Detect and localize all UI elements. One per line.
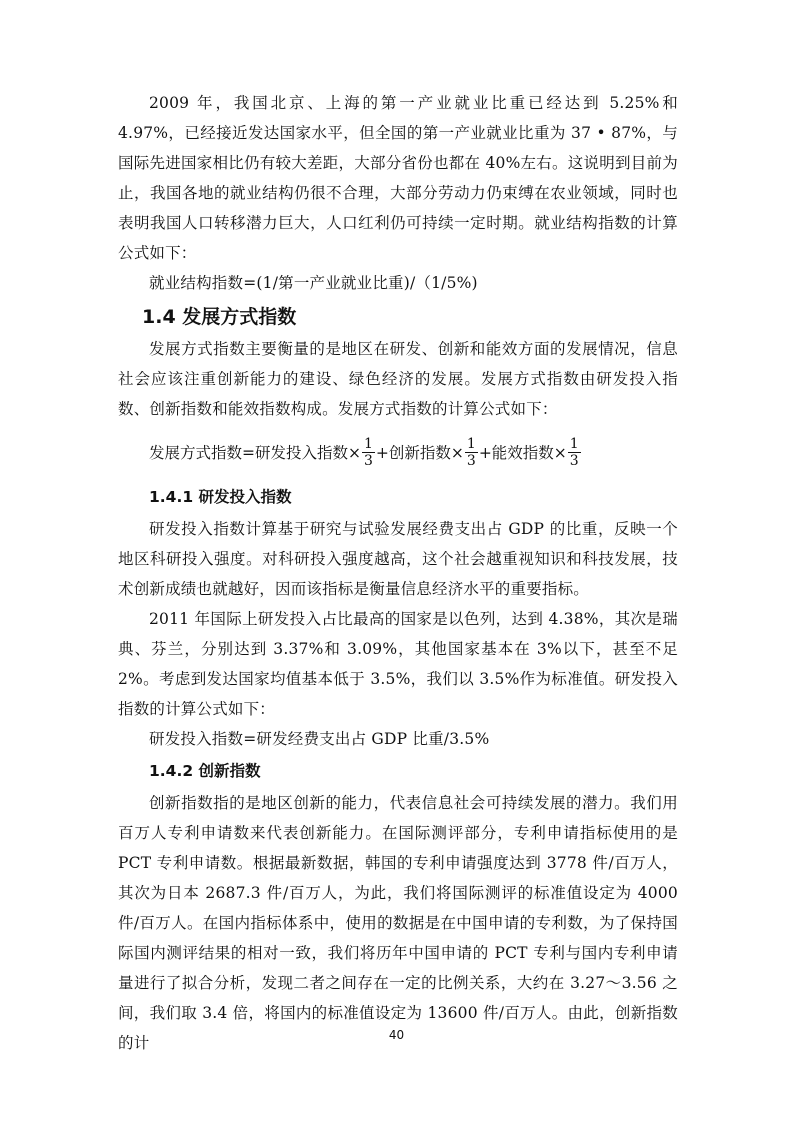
paragraph-development-mode: 发展方式指数主要衡量的是地区在研发、创新和能效方面的发展情况，信息社会应该注重创新能力的建设、绿色经济的发展。发展方式指数由研发投入指数、创新指数和能效指数构成。发展方式指数的计算公式如下： xyxy=(118,340,678,418)
fraction-denominator: 3 xyxy=(363,452,373,469)
fraction-one-third xyxy=(362,436,375,469)
paragraph-innovation-index: 创新指数指的是地区创新的能力，代表信息社会可持续发展的潜力。我们用百万人专利申请数来代表创新能力。在国际测评部分，专利申请指标使用的是PCT 专利申请数。根据最新数据，韩国的专利申请强度达到 3778 件/百万人，其次为日本 2687.3 件/百万人，为此，我们将国际测评的标准值设定为 4000 件/百万人。在国内指标体系中，使用的数据是在中国申请的专利数，为了保持国际国内测评结果的相对一致，我们将历年中国申请的 PCT 专利与国内专利申请量进行了拟合分析，发现二者之间存在一定的比例关系，大约在 3.27～3.56 之间，我们取 3.4 倍，将国内的标准值设定为 13600 件/百万人。由此，创新指数的计 xyxy=(118,794,678,1052)
fraction-one-third xyxy=(568,436,581,469)
fraction-denominator: 3 xyxy=(569,452,579,469)
formula-lead-text: 发展方式指数=研发投入指数× xyxy=(149,444,361,462)
formula-rd-index: 研发投入指数=研发经费支出占 GDP 比重/3.5% xyxy=(149,730,490,748)
formula-employment-index: 就业结构指数=(1/第一产业就业比重)/（1/5%) xyxy=(149,274,478,292)
section-heading-1-4: 1.4 发展方式指数 xyxy=(142,306,297,328)
paragraph-rd-investment: 研发投入指数计算基于研究与试验发展经费支出占 GDP 的比重，反映一个地区科研投入强度。对科研投入强度越高，这个社会越重视知识和科技发展，技术创新成绩也就越好，因而该指标是衡量信息经济水平的重要指标。 xyxy=(118,520,678,598)
fraction-denominator: 3 xyxy=(466,452,476,469)
section-heading-1-4-1: 1.4.1 研发投入指数 xyxy=(149,488,292,506)
fraction-one-third xyxy=(465,436,478,469)
fraction-numerator: 1 xyxy=(466,435,476,452)
page-body xyxy=(118,88,678,1058)
fraction-numerator: 1 xyxy=(569,435,579,452)
page-number: 40 xyxy=(388,1028,405,1042)
formula-part-energy: +能效指数× xyxy=(478,444,567,462)
formula-part-innovation: +创新指数× xyxy=(375,444,464,462)
section-heading-1-4-2: 1.4.2 创新指数 xyxy=(149,762,261,780)
paragraph-employment-structure: 2009 年，我国北京、上海的第一产业就业比重已经达到 5.25%和 4.97%，已经接近发达国家水平，但全国的第一产业就业比重为 37 • 87%，与国际先进国家相比仍有较大差距，大部分省份也都在 40%左右。这说明到目前为止，我国各地的就业结构仍很不合理，大部分劳动力仍束缚在农业领域，同时也表明我国人口转移潜力巨大，人口红利仍可持续一定时期。就业结构指数的计算公式如下： xyxy=(118,94,678,262)
formula-development-index xyxy=(118,424,678,480)
fraction-numerator: 1 xyxy=(363,435,373,452)
paragraph-rd-international: 2011 年国际上研发投入占比最高的国家是以色列，达到 4.38%，其次是瑞典、芬兰，分别达到 3.37%和 3.09%，其他国家基本在 3%以下，甚至不足 2%。考虑到发达国家均值基本低于 3.5%，我们以 3.5%作为标准值。研发投入指数的计算公式如下： xyxy=(118,610,678,718)
